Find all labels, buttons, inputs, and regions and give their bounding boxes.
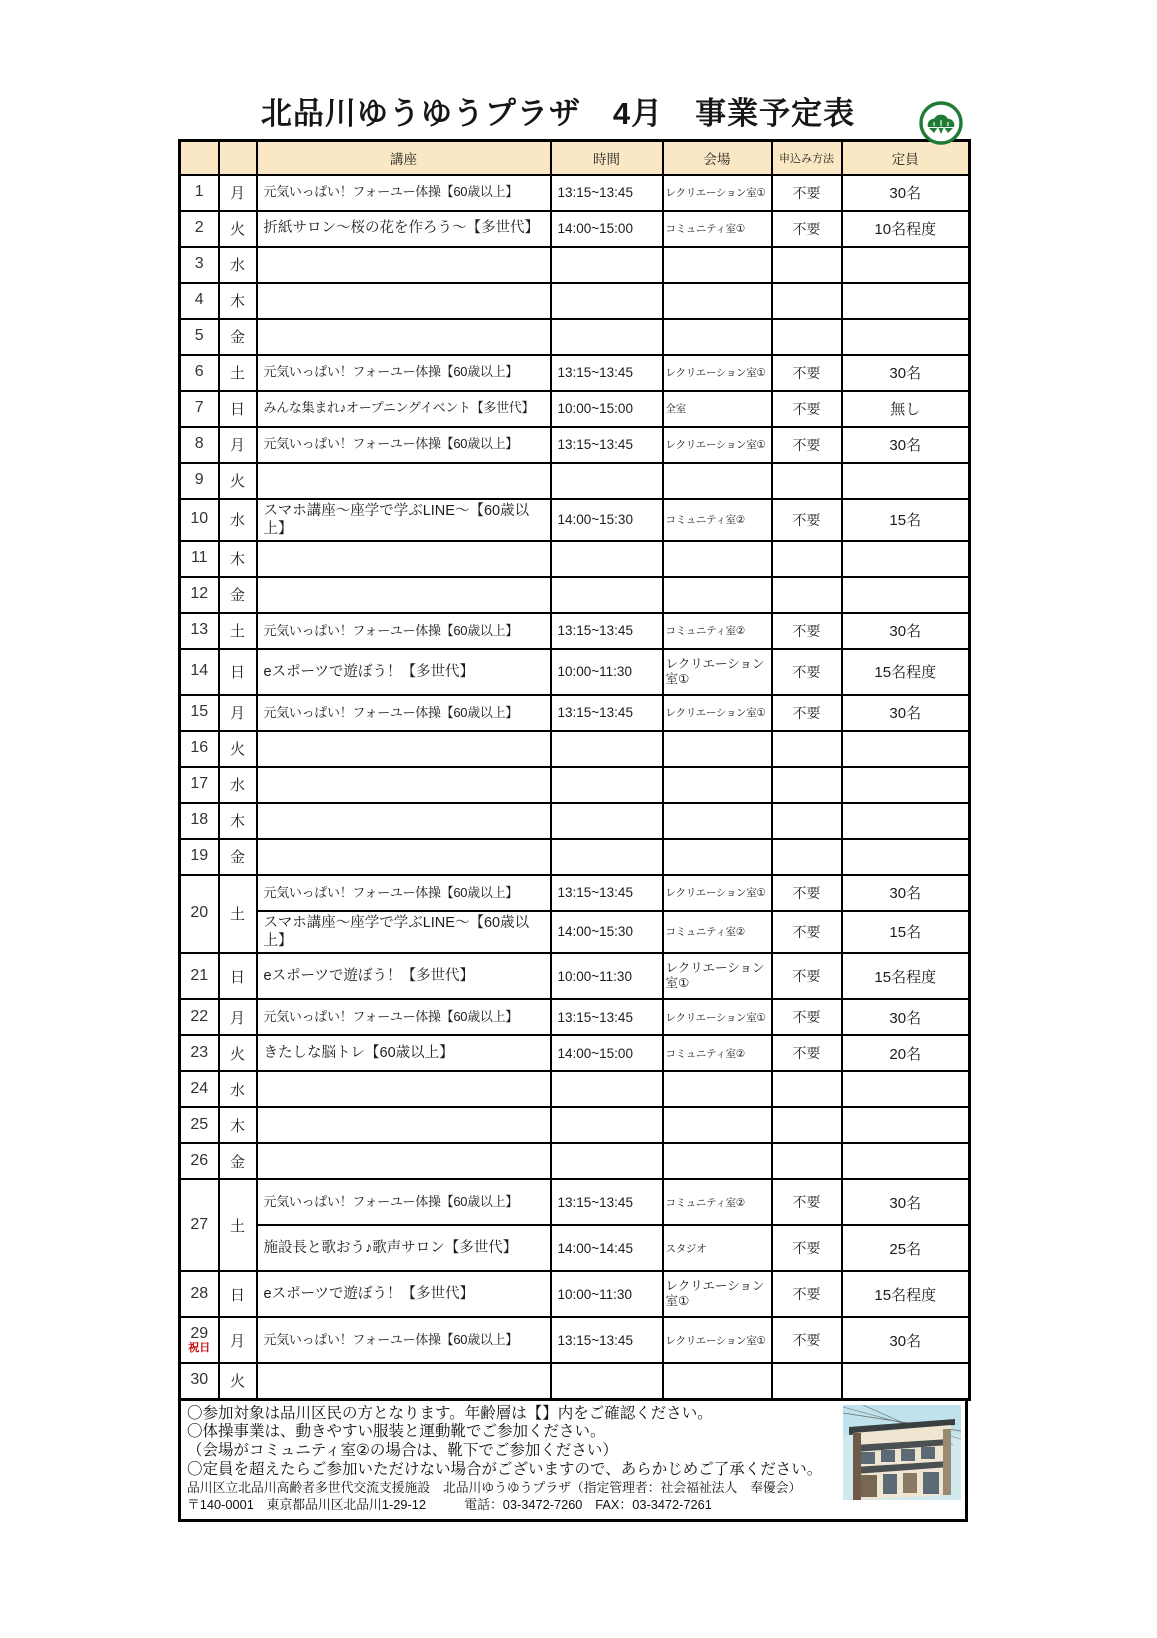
method-cell: 不要 xyxy=(772,427,842,463)
capacity-cell xyxy=(842,577,970,613)
course-cell: 元気いっぱい！フォーユー体操【60歳以上】 xyxy=(257,427,551,463)
day-number: 11 xyxy=(180,541,219,577)
time-cell xyxy=(551,1107,663,1143)
day-number: 12 xyxy=(180,577,219,613)
time-cell: 14:00~15:00 xyxy=(551,1035,663,1071)
capacity-cell: 30名 xyxy=(842,695,970,731)
day-number: 9 xyxy=(180,463,219,499)
day-number: 18 xyxy=(180,803,219,839)
day-number: 25 xyxy=(180,1107,219,1143)
weekday: 水 xyxy=(219,1071,257,1107)
day-number: 24 xyxy=(180,1071,219,1107)
schedule-row-day-6 xyxy=(180,355,970,391)
capacity-cell: 30名 xyxy=(842,355,970,391)
time-cell: 13:15~13:45 xyxy=(551,875,663,911)
course-cell: みんな集まれ♪オープニングイベント【多世代】 xyxy=(257,391,551,427)
capacity-cell: 15名程度 xyxy=(842,953,970,999)
schedule-row-day-27 xyxy=(180,1179,970,1225)
time-cell xyxy=(551,541,663,577)
schedule-row-day-21 xyxy=(180,953,970,999)
facility-info xyxy=(187,1480,835,1513)
time-cell: 13:15~13:45 xyxy=(551,613,663,649)
venue-cell: レクリエーション室① xyxy=(663,953,772,999)
time-cell: 14:00~15:00 xyxy=(551,211,663,247)
course-cell: 元気いっぱい！フォーユー体操【60歳以上】 xyxy=(257,175,551,211)
time-cell xyxy=(551,283,663,319)
capacity-cell: 30名 xyxy=(842,613,970,649)
holiday-label: 祝日 xyxy=(188,1341,211,1354)
weekday: 木 xyxy=(219,541,257,577)
weekday: 月 xyxy=(219,175,257,211)
weekday: 月 xyxy=(219,695,257,731)
capacity-cell: 15名 xyxy=(842,911,970,953)
course-cell: 元気いっぱい！フォーユー体操【60歳以上】 xyxy=(257,1179,551,1225)
schedule-row-day-18 xyxy=(180,803,970,839)
time-cell: 13:15~13:45 xyxy=(551,355,663,391)
day-number: 28 xyxy=(180,1271,219,1317)
time-cell: 10:00~11:30 xyxy=(551,953,663,999)
schedule-row-day-17 xyxy=(180,767,970,803)
venue-cell: レクリエーション室① xyxy=(663,355,772,391)
col-header-method: 申込み方法 xyxy=(772,141,842,175)
note-line: 〇定員を超えたらご参加いただけない場合がございますので、あらかじめご了承ください。 xyxy=(187,1461,823,1479)
time-cell: 14:00~14:45 xyxy=(551,1225,663,1271)
weekday: 水 xyxy=(219,247,257,283)
weekday: 火 xyxy=(219,463,257,499)
day-number: 20 xyxy=(180,875,219,953)
method-cell xyxy=(772,463,842,499)
method-cell: 不要 xyxy=(772,911,842,953)
venue-cell xyxy=(663,463,772,499)
schedule-row-day-8 xyxy=(180,427,970,463)
col-header-course: 講座 xyxy=(257,141,551,175)
day-number: 23 xyxy=(180,1035,219,1071)
course-cell xyxy=(257,767,551,803)
time-cell: 13:15~13:45 xyxy=(551,999,663,1035)
day-number: 17 xyxy=(180,767,219,803)
method-cell xyxy=(772,803,842,839)
venue-cell xyxy=(663,767,772,803)
schedule-row-day-3 xyxy=(180,247,970,283)
method-cell: 不要 xyxy=(772,1035,842,1071)
venue-cell: コミュニティ室① xyxy=(663,211,772,247)
col-header-venue: 会場 xyxy=(663,141,772,175)
time-cell xyxy=(551,767,663,803)
time-cell xyxy=(551,1363,663,1399)
day-number: 10 xyxy=(180,499,219,541)
facility-line: 品川区立北品川高齢者多世代交流支援施設 北品川ゆうゆうプラザ（指定管理者：社会福祉法人 奉優会） xyxy=(187,1480,802,1496)
schedule-row-day-11 xyxy=(180,541,970,577)
method-cell xyxy=(772,1363,842,1399)
method-cell xyxy=(772,1143,842,1179)
day-number: 2 xyxy=(180,211,219,247)
capacity-cell: 30名 xyxy=(842,1317,970,1363)
time-cell xyxy=(551,247,663,283)
course-cell: 元気いっぱい！フォーユー体操【60歳以上】 xyxy=(257,875,551,911)
venue-cell: コミュニティ室② xyxy=(663,499,772,541)
time-cell xyxy=(551,1143,663,1179)
weekday: 日 xyxy=(219,391,257,427)
facility-line: 〒140-0001 東京都品川区北品川1-29-12 電話：03-3472-7260 FAX：03-3472-7261 xyxy=(187,1496,712,1512)
time-cell xyxy=(551,577,663,613)
method-cell: 不要 xyxy=(772,1179,842,1225)
schedule-row-day-20 xyxy=(180,875,970,911)
capacity-cell xyxy=(842,803,970,839)
course-cell: 元気いっぱい！フォーユー体操【60歳以上】 xyxy=(257,695,551,731)
method-cell: 不要 xyxy=(772,1225,842,1271)
time-cell xyxy=(551,839,663,875)
course-cell xyxy=(257,803,551,839)
capacity-cell: 25名 xyxy=(842,1225,970,1271)
schedule-row-day-29 xyxy=(180,1317,970,1363)
venue-cell xyxy=(663,247,772,283)
weekday: 土 xyxy=(219,1179,257,1271)
course-cell xyxy=(257,1363,551,1399)
schedule-row-day-24 xyxy=(180,1071,970,1107)
course-cell: eスポーツで遊ぼう！【多世代】 xyxy=(257,953,551,999)
day-number: 13 xyxy=(180,613,219,649)
day-number: 30 xyxy=(180,1363,219,1399)
venue-cell: レクリエーション室① xyxy=(663,427,772,463)
capacity-cell: 30名 xyxy=(842,875,970,911)
weekday: 土 xyxy=(219,613,257,649)
course-cell xyxy=(257,577,551,613)
day-number: 1 xyxy=(180,175,219,211)
weekday: 日 xyxy=(219,953,257,999)
course-cell: 折紙サロン～桜の花を作ろう～【多世代】 xyxy=(257,211,551,247)
schedule-row-day-27 xyxy=(180,1225,970,1271)
venue-cell xyxy=(663,803,772,839)
weekday: 日 xyxy=(219,649,257,695)
time-cell: 14:00~15:30 xyxy=(551,911,663,953)
course-cell xyxy=(257,1107,551,1143)
method-cell xyxy=(772,1107,842,1143)
schedule-row-day-20 xyxy=(180,911,970,953)
weekday: 水 xyxy=(219,499,257,541)
time-cell: 10:00~11:30 xyxy=(551,649,663,695)
venue-cell: コミュニティ室② xyxy=(663,613,772,649)
day-number: 21 xyxy=(180,953,219,999)
header-row xyxy=(180,141,970,175)
page-title: 北品川ゆうゆうプラザ 4月 事業予定表 xyxy=(260,96,856,131)
method-cell: 不要 xyxy=(772,1271,842,1317)
venue-cell: レクリエーション室① xyxy=(663,649,772,695)
method-cell xyxy=(772,541,842,577)
time-cell: 13:15~13:45 xyxy=(551,695,663,731)
schedule-row-day-13 xyxy=(180,613,970,649)
capacity-cell xyxy=(842,1363,970,1399)
note-line: 〇体操事業は、動きやすい服装と運動靴でご参加ください。 xyxy=(187,1423,606,1441)
course-cell: 元気いっぱい！フォーユー体操【60歳以上】 xyxy=(257,355,551,391)
day-number: 7 xyxy=(180,391,219,427)
venue-cell: レクリエーション室① xyxy=(663,175,772,211)
method-cell: 不要 xyxy=(772,355,842,391)
capacity-cell: 30名 xyxy=(842,427,970,463)
method-cell: 不要 xyxy=(772,649,842,695)
schedule-row-day-23 xyxy=(180,1035,970,1071)
weekday: 月 xyxy=(219,427,257,463)
col-header-weekday xyxy=(219,141,257,175)
course-cell: 施設長と歌おう♪歌声サロン【多世代】 xyxy=(257,1225,551,1271)
weekday: 金 xyxy=(219,1143,257,1179)
venue-cell xyxy=(663,283,772,319)
capacity-cell: 15名程度 xyxy=(842,1271,970,1317)
pine-circle-logo-icon xyxy=(918,100,964,146)
capacity-cell xyxy=(842,463,970,499)
venue-cell: レクリエーション室① xyxy=(663,875,772,911)
course-cell xyxy=(257,1143,551,1179)
schedule-row-day-14 xyxy=(180,649,970,695)
course-cell: 元気いっぱい！フォーユー体操【60歳以上】 xyxy=(257,613,551,649)
course-cell xyxy=(257,319,551,355)
course-cell xyxy=(257,247,551,283)
capacity-cell xyxy=(842,1143,970,1179)
venue-cell: コミュニティ室② xyxy=(663,911,772,953)
weekday: 木 xyxy=(219,283,257,319)
course-cell xyxy=(257,731,551,767)
method-cell xyxy=(772,767,842,803)
venue-cell: レクリエーション室① xyxy=(663,999,772,1035)
day-number: 14 xyxy=(180,649,219,695)
time-cell: 14:00~15:30 xyxy=(551,499,663,541)
course-cell: スマホ講座～座学で学ぶLINE～【60歳以上】 xyxy=(257,911,551,953)
capacity-cell xyxy=(842,1071,970,1107)
capacity-cell xyxy=(842,283,970,319)
method-cell: 不要 xyxy=(772,999,842,1035)
course-cell xyxy=(257,463,551,499)
schedule-row-day-22 xyxy=(180,999,970,1035)
day-number: 8 xyxy=(180,427,219,463)
day-number: 26 xyxy=(180,1143,219,1179)
col-header-day xyxy=(180,141,219,175)
course-cell: eスポーツで遊ぼう！【多世代】 xyxy=(257,1271,551,1317)
capacity-cell xyxy=(842,247,970,283)
method-cell xyxy=(772,731,842,767)
weekday: 金 xyxy=(219,577,257,613)
schedule-row-day-12 xyxy=(180,577,970,613)
col-header-time: 時間 xyxy=(551,141,663,175)
time-cell xyxy=(551,731,663,767)
method-cell: 不要 xyxy=(772,211,842,247)
schedule-row-day-4 xyxy=(180,283,970,319)
schedule-row-day-10 xyxy=(180,499,970,541)
day-number: 19 xyxy=(180,839,219,875)
method-cell xyxy=(772,283,842,319)
weekday: 日 xyxy=(219,1271,257,1317)
weekday: 木 xyxy=(219,803,257,839)
capacity-cell: 30名 xyxy=(842,999,970,1035)
day-number: 3 xyxy=(180,247,219,283)
time-cell: 10:00~15:00 xyxy=(551,391,663,427)
weekday: 火 xyxy=(219,731,257,767)
method-cell: 不要 xyxy=(772,175,842,211)
method-cell: 不要 xyxy=(772,613,842,649)
note-line: 〇参加対象は品川区民の方となります。年齢層は【】内をご確認ください。 xyxy=(187,1404,713,1422)
schedule-row-day-2 xyxy=(180,211,970,247)
schedule-row-day-1 xyxy=(180,175,970,211)
day-number: 5 xyxy=(180,319,219,355)
method-cell xyxy=(772,577,842,613)
notes-list xyxy=(187,1405,835,1481)
time-cell xyxy=(551,463,663,499)
venue-cell xyxy=(663,319,772,355)
schedule-row-day-9 xyxy=(180,463,970,499)
venue-cell xyxy=(663,731,772,767)
day-number: 6 xyxy=(180,355,219,391)
capacity-cell: 20名 xyxy=(842,1035,970,1071)
schedule-row-day-25 xyxy=(180,1107,970,1143)
venue-cell: スタジオ xyxy=(663,1225,772,1271)
schedule-row-day-30 xyxy=(180,1363,970,1399)
method-cell: 不要 xyxy=(772,953,842,999)
capacity-cell xyxy=(842,767,970,803)
time-cell xyxy=(551,803,663,839)
schedule-row-day-19 xyxy=(180,839,970,875)
schedule-row-day-5 xyxy=(180,319,970,355)
notes-box xyxy=(178,1398,968,1523)
weekday: 木 xyxy=(219,1107,257,1143)
weekday: 水 xyxy=(219,767,257,803)
weekday: 月 xyxy=(219,1317,257,1363)
course-cell xyxy=(257,1071,551,1107)
venue-cell: レクリエーション室① xyxy=(663,1271,772,1317)
capacity-cell xyxy=(842,541,970,577)
method-cell xyxy=(772,247,842,283)
weekday: 金 xyxy=(219,319,257,355)
weekday: 土 xyxy=(219,355,257,391)
schedule-row-day-28 xyxy=(180,1271,970,1317)
day-number: 15 xyxy=(180,695,219,731)
capacity-cell: 無し xyxy=(842,391,970,427)
note-line: （会場がコミュニティ室②の場合は、靴下でご参加ください） xyxy=(187,1442,618,1460)
venue-cell xyxy=(663,1363,772,1399)
weekday: 火 xyxy=(219,1363,257,1399)
course-cell xyxy=(257,283,551,319)
capacity-cell xyxy=(842,731,970,767)
course-cell: eスポーツで遊ぼう！【多世代】 xyxy=(257,649,551,695)
method-cell xyxy=(772,1071,842,1107)
schedule-table xyxy=(178,139,971,1401)
schedule-row-day-26 xyxy=(180,1143,970,1179)
venue-cell: レクリエーション室① xyxy=(663,1317,772,1363)
capacity-cell: 30名 xyxy=(842,175,970,211)
capacity-cell: 30名 xyxy=(842,1179,970,1225)
building-photo xyxy=(843,1405,961,1500)
capacity-cell: 15名程度 xyxy=(842,649,970,695)
day-number: 16 xyxy=(180,731,219,767)
weekday: 月 xyxy=(219,999,257,1035)
capacity-cell xyxy=(842,319,970,355)
method-cell: 不要 xyxy=(772,695,842,731)
day-number: 27 xyxy=(180,1179,219,1271)
course-cell: スマホ講座～座学で学ぶLINE～【60歳以上】 xyxy=(257,499,551,541)
venue-cell xyxy=(663,1143,772,1179)
time-cell xyxy=(551,1071,663,1107)
course-cell: 元気いっぱい！フォーユー体操【60歳以上】 xyxy=(257,999,551,1035)
venue-cell: コミュニティ室② xyxy=(663,1035,772,1071)
method-cell: 不要 xyxy=(772,875,842,911)
time-cell: 10:00~11:30 xyxy=(551,1271,663,1317)
course-cell: きたしな脳トレ【60歳以上】 xyxy=(257,1035,551,1071)
venue-cell xyxy=(663,839,772,875)
day-number: 22 xyxy=(180,999,219,1035)
day-number: 4 xyxy=(180,283,219,319)
time-cell: 13:15~13:45 xyxy=(551,175,663,211)
venue-cell: レクリエーション室① xyxy=(663,695,772,731)
day-number: 29 祝日 xyxy=(180,1317,219,1363)
course-cell xyxy=(257,839,551,875)
capacity-cell xyxy=(842,839,970,875)
method-cell: 不要 xyxy=(772,499,842,541)
method-cell xyxy=(772,319,842,355)
weekday: 金 xyxy=(219,839,257,875)
venue-cell: 全室 xyxy=(663,391,772,427)
schedule-row-day-7 xyxy=(180,391,970,427)
schedule-row-day-15 xyxy=(180,695,970,731)
weekday: 火 xyxy=(219,211,257,247)
venue-cell: コミュニティ室② xyxy=(663,1179,772,1225)
capacity-cell: 15名 xyxy=(842,499,970,541)
capacity-cell: 10名程度 xyxy=(842,211,970,247)
venue-cell xyxy=(663,541,772,577)
time-cell xyxy=(551,319,663,355)
weekday: 土 xyxy=(219,875,257,953)
time-cell: 13:15~13:45 xyxy=(551,427,663,463)
col-header-capacity: 定員 xyxy=(842,141,970,175)
venue-cell xyxy=(663,1071,772,1107)
method-cell xyxy=(772,839,842,875)
method-cell: 不要 xyxy=(772,391,842,427)
capacity-cell xyxy=(842,1107,970,1143)
time-cell: 13:15~13:45 xyxy=(551,1179,663,1225)
schedule-page xyxy=(178,0,968,1522)
weekday: 火 xyxy=(219,1035,257,1071)
schedule-row-day-16 xyxy=(180,731,970,767)
venue-cell xyxy=(663,577,772,613)
method-cell: 不要 xyxy=(772,1317,842,1363)
venue-cell xyxy=(663,1107,772,1143)
course-cell: 元気いっぱい！フォーユー体操【60歳以上】 xyxy=(257,1317,551,1363)
course-cell xyxy=(257,541,551,577)
time-cell: 13:15~13:45 xyxy=(551,1317,663,1363)
